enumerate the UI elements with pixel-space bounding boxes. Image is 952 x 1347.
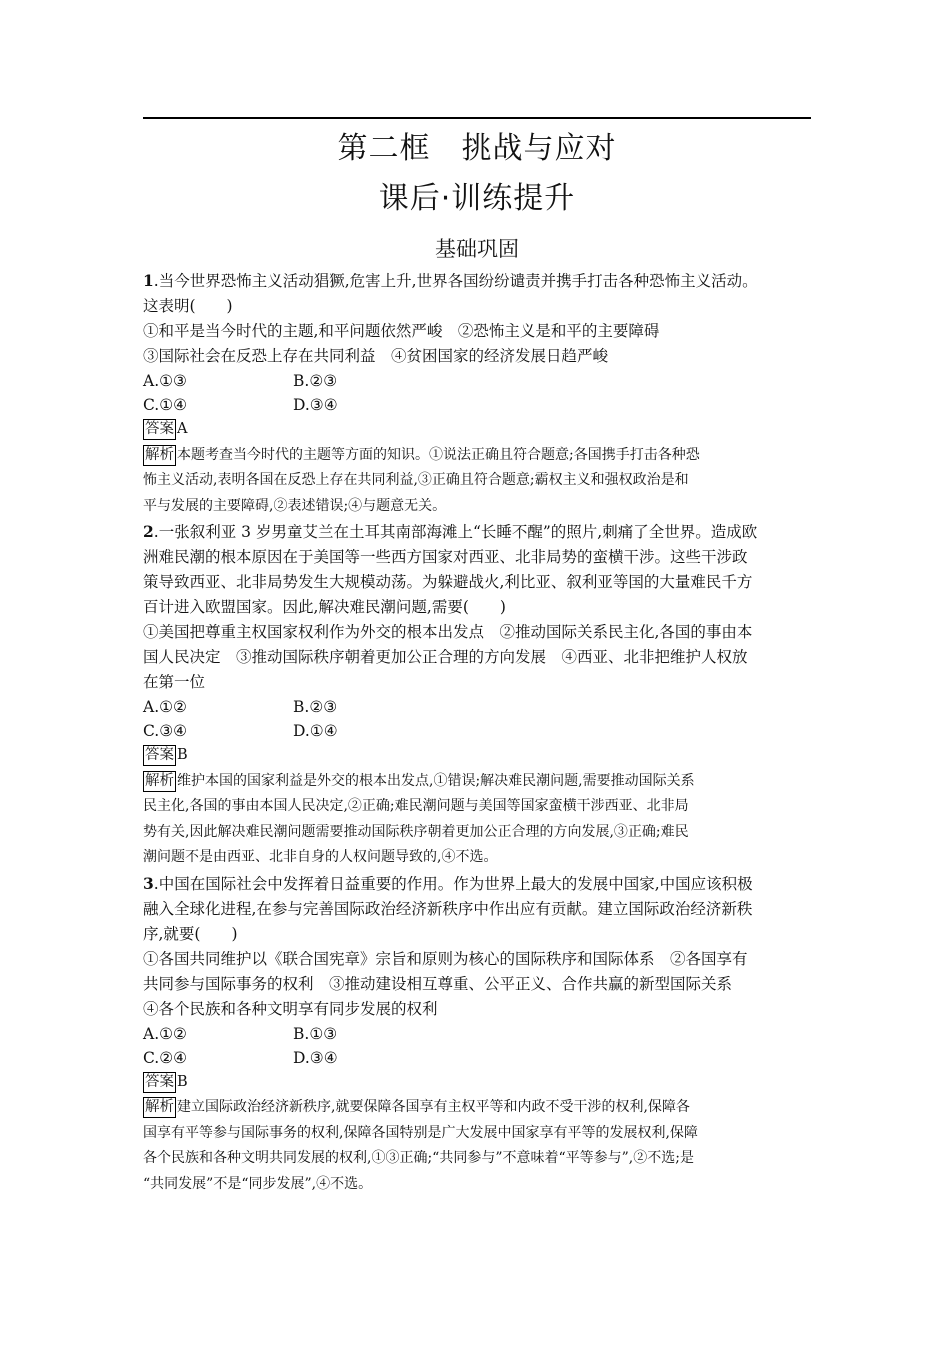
question-number: 3 — [143, 873, 154, 893]
option-B: B.②③ — [293, 372, 338, 390]
question-stem-text: 当今世界恐怖主义活动猖獗,危害上升,世界各国纷纷谴责并携手打击各种恐怖主义活动。 — [158, 272, 758, 290]
option-A: A.①③ — [143, 372, 187, 390]
question-stem-line — [143, 519, 811, 545]
document-page — [143, 117, 811, 1197]
question-3 — [143, 871, 811, 1198]
question-stem-line — [143, 268, 811, 294]
statement-line: 共同参与国际事务的权利 ③推动建设相互尊重、公平正义、合作共赢的新型国际关系 — [143, 974, 733, 993]
option-A: A.①② — [143, 698, 187, 716]
statement-line: ①美国把尊重主权国家权利作为外交的根本出发点 ②推动国际关系民主化,各国的事由本 — [143, 623, 753, 641]
question-stem-line — [143, 897, 811, 922]
explanation-line — [143, 1172, 811, 1198]
statement-line: ③国际社会在反恐上存在共同利益 ④贫困国家的经济发展日趋严峻 — [143, 347, 609, 365]
question-stem-line — [143, 871, 811, 897]
explanation-line — [143, 468, 811, 494]
explanation-line — [143, 1146, 811, 1172]
option-D: D.③④ — [293, 396, 338, 414]
explanation-tag: 解析 — [143, 445, 176, 466]
statement-line: ④各个民族和各种文明享有同步发展的权利 — [143, 999, 438, 1018]
question-stem-line — [143, 922, 811, 947]
page-subtitle: 课后·训练提升 — [378, 181, 576, 216]
answer-line — [143, 417, 811, 443]
explanation-text: 维护本国的国家利益是外交的根本出发点,①错误;解决难民潮问题,需要推动国际关系 — [177, 772, 695, 789]
explanation-line — [143, 1121, 811, 1147]
question-list — [143, 268, 811, 1197]
explanation-text: 民主化,各国的事由本国人民决定,②正确;难民潮问题与美国等国家蛮横干涉西亚、北非局 — [143, 798, 689, 814]
top-rule — [143, 117, 811, 119]
explanation-text: 各个民族和各种文明共同发展的权利,①③正确;“共同参与”不意味着“平等参与”,②不选;是 — [143, 1150, 694, 1166]
option-A: A.①② — [143, 1024, 187, 1043]
question-1 — [143, 268, 811, 519]
explanation-text: 平与发展的主要障碍,②表述错误;④与题意无关。 — [143, 497, 447, 514]
question-stem-line — [143, 294, 811, 319]
explanation-line — [143, 845, 811, 871]
statement-line: 国人民决定 ③推动国际秩序朝着更加公正合理的方向发展 ④西亚、北非把维护人权放 — [143, 648, 748, 666]
options-grid — [143, 1022, 811, 1070]
question-stem-text: 一张叙利亚 3 岁男童艾兰在土耳其南部海滩上“长睡不醒”的照片,刺痛了全世界。造成欧 — [158, 523, 758, 541]
explanation-text: 势有关,因此解决难民潮问题需要推动国际秩序朝着更加公正合理的方向发展,③正确;难民 — [143, 823, 689, 840]
answer-tag: 答案 — [143, 419, 176, 440]
explanation-text: 潮问题不是由西亚、北非自身的人权问题导致的,④不选。 — [143, 849, 498, 865]
explanation-line — [143, 494, 811, 520]
explanation-text: 国享有平等参与国际事务的权利,保障各国特别是广大发展中国家享有平等的发展权利,保障 — [143, 1124, 698, 1141]
question-number-dot: . — [153, 874, 159, 893]
page-title: 第二框 挑战与应对 — [337, 131, 617, 166]
answer-line — [143, 1070, 811, 1096]
question-number-dot: . — [153, 272, 159, 290]
options-grid — [143, 695, 811, 743]
explanation-tag: 解析 — [143, 1097, 176, 1118]
question-stem-line — [143, 570, 811, 595]
explanation-line — [143, 794, 811, 820]
question-stem-text: 这表明( ) — [143, 297, 233, 315]
answer-tag: 答案 — [143, 1072, 176, 1093]
explanation-tag: 解析 — [143, 771, 176, 792]
explanation-text: 本题考查当今时代的主题等方面的知识。①说法正确且符合题意;各国携手打击各种恐 — [177, 446, 700, 463]
explanation-line — [143, 443, 811, 469]
answer-value: B — [177, 747, 188, 763]
option-C: C.①④ — [143, 396, 188, 414]
question-number: 1 — [143, 271, 154, 290]
option-D: D.③④ — [293, 1048, 338, 1067]
question-stem-line — [143, 595, 811, 620]
explanation-line — [143, 1095, 811, 1121]
question-stem-text: 洲难民潮的根本原因在于美国等一些西方国家对西亚、北非局势的蛮横干涉。这些干涉政 — [143, 548, 748, 566]
option-B: B.①③ — [293, 1024, 338, 1043]
statement-line: ①和平是当今时代的主题,和平问题依然严峻 ②恐怖主义是和平的主要障碍 — [143, 322, 660, 340]
statement-line: 在第一位 — [143, 673, 206, 691]
answer-value: B — [177, 1073, 188, 1090]
explanation-text: 建立国际政治经济新秩序,就要保障各国享有主权平等和内政不受干涉的权利,保障各 — [177, 1099, 690, 1115]
explanation-text: “共同发展”不是“同步发展”,④不选。 — [143, 1175, 373, 1192]
explanation-text: 怖主义活动,表明各国在反恐上存在共同利益,③正确且符合题意;霸权主义和强权政治是和 — [143, 472, 689, 488]
answer-line — [143, 743, 811, 769]
section-heading: 基础巩固 — [435, 237, 519, 261]
option-C: C.②④ — [143, 1048, 188, 1067]
question-stem-text: 策导致西亚、北非局势发生大规模动荡。为躲避战火,利比亚、叙利亚等国的大量难民千方 — [143, 573, 753, 591]
question-number: 2 — [143, 522, 154, 541]
options-grid — [143, 369, 811, 417]
option-C: C.③④ — [143, 722, 188, 740]
question-stem-text: 融入全球化进程,在参与完善国际政治经济新秩序中作出应有贡献。建立国际政治经济新秩 — [143, 899, 753, 918]
statement-line: ①各国共同维护以《联合国宪章》宗旨和原则为核心的国际秩序和国际体系 ②各国享有 — [143, 949, 748, 968]
answer-value: A — [177, 421, 188, 437]
option-D: D.①④ — [293, 722, 338, 740]
question-number-dot: . — [153, 523, 159, 541]
explanation-line — [143, 820, 811, 846]
question-stem-text: 序,就要( ) — [143, 924, 238, 943]
answer-tag: 答案 — [143, 745, 176, 766]
option-B: B.②③ — [293, 698, 338, 716]
question-stem-text: 中国在国际社会中发挥着日益重要的作用。作为世界上最大的发展中国家,中国应该积极 — [158, 874, 753, 893]
question-stem-text: 百计进入欧盟国家。因此,解决难民潮问题,需要( ) — [143, 598, 506, 616]
question-stem-line — [143, 545, 811, 570]
explanation-line — [143, 769, 811, 795]
question-2 — [143, 519, 811, 871]
